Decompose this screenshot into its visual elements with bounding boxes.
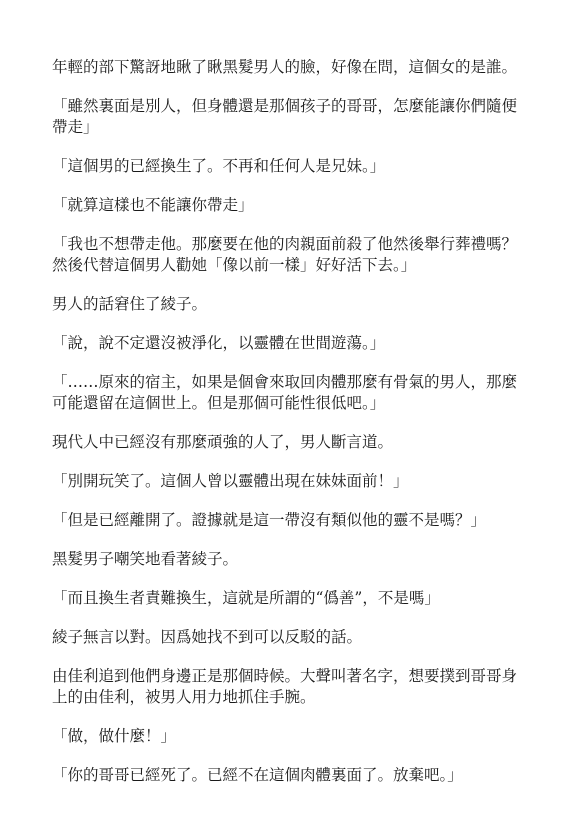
paragraph: 「說，說不定還沒被淨化，以靈體在世間遊蕩。」 [52, 334, 386, 352]
paragraph: 年輕的部下驚訝地瞅了瞅黑髮男人的臉，好像在問，這個女的是誰。 [52, 58, 518, 76]
paragraph: 「……原來的宿主，如果是個會來取回肉體那麼有骨氣的男人，那麼可能還留在這個世上。但是那個可能性很低吧。」 [52, 373, 518, 412]
paragraph: 「雖然裏面是別人，但身體還是那個孩子的哥哥，怎麼能讓你們隨便帶走」 [52, 97, 518, 136]
paragraph: 「但是已經離開了。證據就是這一帶沒有類似他的靈不是嗎？」 [52, 511, 487, 529]
paragraph: 黑髮男子嘲笑地看著綾子。 [52, 550, 239, 568]
paragraph: 「做，做什麼！」 [52, 727, 177, 745]
paragraph: 男人的話窘住了綾子。 [52, 295, 208, 313]
paragraph: 「這個男的已經換生了。不再和任何人是兄妹。」 [52, 157, 386, 175]
paragraph: 「而且換生者責難換生，這就是所謂的“僞善”，不是嗎」 [52, 589, 440, 607]
document-page [52, 57, 530, 804]
paragraph: 由佳利追到他們身邊正是那個時候。大聲叫著名字，想要撲到哥哥身上的由佳利，被男人用力地抓住手腕。 [52, 667, 518, 706]
paragraph: 現代人中已經沒有那麼頑強的人了，男人斷言道。 [52, 433, 394, 451]
paragraph: 「別開玩笑了。這個人曾以靈體出現在妹妹面前！」 [52, 472, 409, 490]
paragraph: 「就算這樣也不能讓你帶走」 [52, 196, 254, 214]
paragraph: 「我也不想帶走他。那麼要在他的肉親面前殺了他然後舉行葬禮嗎？然後代替這個男人勸她「像以前一樣」好好活下去。」 [52, 235, 518, 274]
paragraph: 綾子無言以對。因爲她找不到可以反駁的話。 [52, 628, 363, 646]
paragraph: 「你的哥哥已經死了。已經不在這個肉體裏面了。放棄吧。」 [52, 766, 463, 784]
